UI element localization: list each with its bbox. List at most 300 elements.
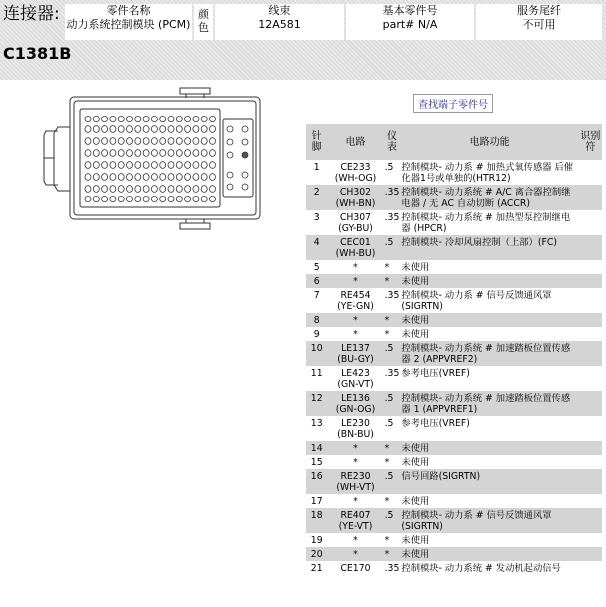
table-row bbox=[306, 455, 602, 469]
connector-pin bbox=[110, 126, 116, 133]
identifier-cell bbox=[579, 313, 602, 327]
connector-pin bbox=[85, 150, 91, 157]
connector-pin bbox=[102, 186, 108, 193]
connector-pin bbox=[168, 174, 174, 181]
identifier-cell bbox=[579, 210, 602, 235]
connector-pin bbox=[93, 138, 99, 145]
connector-pin bbox=[185, 126, 191, 133]
connector-pin bbox=[201, 197, 207, 202]
connector-pin bbox=[160, 150, 166, 157]
connector-pin bbox=[193, 174, 199, 181]
circuit-cell bbox=[327, 210, 383, 235]
table-row bbox=[306, 160, 602, 185]
pin-number: 1 bbox=[313, 162, 320, 173]
connector-pin bbox=[127, 150, 133, 157]
circuit-code: * bbox=[353, 549, 358, 560]
connector-pin bbox=[110, 150, 116, 157]
circuit-function: 参考电压(VREF) bbox=[401, 368, 470, 379]
wire-gauge: .5 bbox=[384, 235, 401, 260]
col-identify-header: 识别符 bbox=[579, 124, 602, 160]
connector-pin bbox=[193, 126, 199, 133]
connector-pin bbox=[135, 186, 141, 193]
connector-pin bbox=[160, 174, 166, 181]
circuit-function: 未使用 bbox=[401, 457, 430, 468]
connector-pin bbox=[176, 162, 182, 169]
connector-pin bbox=[185, 117, 191, 122]
circuit-code: * bbox=[353, 315, 358, 326]
connector-pin bbox=[151, 126, 157, 133]
circuit-cell bbox=[327, 494, 383, 508]
connector-pin bbox=[93, 117, 99, 122]
circuit-function: 控制模块- 动力系统 # 加速踏板位置传感器 2 (APPVREF2) bbox=[400, 341, 578, 366]
pin-number: 15 bbox=[310, 457, 323, 468]
pin-number: 3 bbox=[313, 212, 320, 223]
identifier-cell bbox=[579, 561, 602, 575]
connector-pin bbox=[185, 150, 191, 157]
wire-gauge: .5 bbox=[384, 418, 394, 429]
wire-color: (GN-VT) bbox=[337, 379, 374, 390]
connector-pin bbox=[102, 150, 108, 157]
table-row bbox=[306, 185, 602, 210]
table-row bbox=[306, 441, 602, 455]
circuit-code: * bbox=[353, 276, 358, 287]
connector-pin bbox=[118, 150, 124, 157]
connector-pin bbox=[85, 162, 91, 169]
pin-number: 18 bbox=[306, 508, 327, 533]
connector-pin bbox=[135, 162, 141, 169]
circuit-function: 未使用 bbox=[401, 535, 430, 546]
identifier-cell bbox=[579, 455, 602, 469]
pin-number: 14 bbox=[306, 441, 327, 455]
circuit-cell bbox=[327, 160, 383, 185]
connector-pin bbox=[193, 162, 199, 169]
wire-gauge: * bbox=[384, 313, 401, 327]
connector-pin bbox=[168, 197, 174, 202]
identifier-cell bbox=[579, 160, 602, 185]
circuit-function: 未使用 bbox=[401, 262, 430, 273]
connector-pin bbox=[118, 162, 124, 169]
wire-gauge: * bbox=[384, 262, 390, 273]
connector-pin bbox=[201, 186, 207, 193]
identifier-cell bbox=[579, 274, 602, 288]
harness-value: 12A581 bbox=[258, 18, 301, 31]
circuit-cell bbox=[327, 288, 383, 313]
connector-pin bbox=[193, 138, 199, 145]
wire-color: (GY-BU) bbox=[338, 223, 373, 234]
connector-pin bbox=[135, 174, 141, 181]
circuit-function: 未使用 bbox=[400, 313, 578, 327]
connector-pin bbox=[143, 162, 149, 169]
connector-pin bbox=[143, 174, 149, 181]
connector-pin bbox=[201, 138, 207, 145]
service-suffix-value: 不可用 bbox=[522, 18, 556, 31]
connector-pin bbox=[185, 197, 191, 202]
circuit-function: 未使用 bbox=[401, 329, 430, 340]
circuit-code: CE233 bbox=[340, 162, 371, 173]
wire-gauge: .35 bbox=[384, 563, 400, 574]
table-row bbox=[306, 313, 602, 327]
connector-pin bbox=[93, 126, 99, 133]
table-row bbox=[306, 416, 602, 441]
pin-number: 19 bbox=[310, 535, 323, 546]
wire-gauge: .35 bbox=[384, 185, 401, 210]
connector-pin bbox=[210, 117, 216, 122]
connector-pin bbox=[102, 197, 108, 202]
connector-pin bbox=[110, 197, 116, 202]
circuit-code: * bbox=[353, 329, 358, 340]
circuit-cell bbox=[327, 260, 383, 274]
circuit-code: LE230 bbox=[341, 418, 370, 429]
connector-pin bbox=[201, 126, 207, 133]
connector-pin bbox=[151, 150, 157, 157]
connector-pin bbox=[135, 197, 141, 202]
connector-pin bbox=[176, 138, 182, 145]
connector-pin bbox=[127, 126, 133, 133]
pin-number: 6 bbox=[306, 274, 327, 288]
pin-number: 8 bbox=[306, 313, 327, 327]
circuit-function: 控制模块- 动力系 # 信号反馈通风罩 (SIGRTN) bbox=[400, 508, 578, 533]
identifier-cell bbox=[579, 366, 602, 391]
connector-pin bbox=[143, 117, 149, 122]
table-row bbox=[306, 288, 602, 313]
circuit-cell bbox=[327, 235, 383, 260]
identifier-cell bbox=[579, 508, 602, 533]
pin-number: 13 bbox=[310, 418, 323, 429]
identifier-cell bbox=[579, 494, 602, 508]
connector-pin bbox=[127, 162, 133, 169]
connector-pin bbox=[102, 117, 108, 122]
connector-pin bbox=[176, 174, 182, 181]
circuit-cell bbox=[327, 533, 383, 547]
circuit-function: 控制模块- 动力系统 # 加热型泵控制继电器 (HPCR) bbox=[401, 212, 571, 234]
identifier-cell bbox=[579, 533, 602, 547]
wire-gauge: * bbox=[384, 457, 390, 468]
pin-number: 20 bbox=[306, 547, 327, 561]
connector-pin bbox=[210, 162, 216, 169]
connector-pin bbox=[118, 126, 124, 133]
wire-color: (WH-BN) bbox=[335, 198, 376, 209]
part-name-value: 动力系统控制模块 (PCM) bbox=[66, 18, 191, 31]
connector-pin bbox=[85, 186, 91, 193]
pin-number: 5 bbox=[313, 262, 320, 273]
identifier-cell bbox=[579, 235, 602, 260]
table-row bbox=[306, 469, 602, 494]
table-row bbox=[306, 235, 602, 260]
circuit-code: CE170 bbox=[340, 563, 371, 574]
connector-pin bbox=[176, 186, 182, 193]
connector-pin bbox=[185, 174, 191, 181]
connector-pin bbox=[176, 117, 182, 122]
connector-pin bbox=[118, 117, 124, 122]
circuit-function: 信号回路(SIGRTN) bbox=[400, 469, 578, 494]
circuit-code: * bbox=[353, 457, 358, 468]
circuit-code: CH307 bbox=[339, 212, 372, 223]
connector-pin bbox=[135, 138, 141, 145]
pin-number: 12 bbox=[306, 391, 327, 416]
circuit-function: 未使用 bbox=[401, 496, 430, 507]
table-row bbox=[306, 366, 602, 391]
connector-header bbox=[0, 0, 606, 80]
table-row bbox=[306, 260, 602, 274]
service-suffix-cell bbox=[476, 4, 602, 40]
identifier-cell bbox=[579, 441, 602, 455]
pin-number: 21 bbox=[310, 563, 323, 574]
connector-pin bbox=[127, 117, 133, 122]
wire-gauge: .5 bbox=[384, 508, 401, 533]
wire-gauge: .5 bbox=[384, 391, 401, 416]
wire-gauge: * bbox=[384, 547, 401, 561]
circuit-code: * bbox=[353, 535, 358, 546]
circuit-code: LE136 bbox=[341, 393, 370, 404]
connector-pin bbox=[93, 186, 99, 193]
connector-pin bbox=[201, 150, 207, 157]
connector-pin bbox=[151, 174, 157, 181]
wire-color: (YE-GN) bbox=[337, 301, 374, 312]
connector-pin bbox=[118, 197, 124, 202]
pin-number: 10 bbox=[306, 341, 327, 366]
base-part-cell bbox=[346, 4, 474, 40]
connector-pin bbox=[168, 150, 174, 157]
connector-pin bbox=[210, 186, 216, 193]
circuit-cell bbox=[327, 469, 383, 494]
circuit-function: 参考电压(VREF) bbox=[401, 418, 470, 429]
identifier-cell bbox=[579, 185, 602, 210]
connector-pin bbox=[168, 117, 174, 122]
wire-color: (BU-GY) bbox=[337, 354, 374, 365]
pin-number: 11 bbox=[310, 368, 323, 379]
wire-gauge: .5 bbox=[384, 341, 401, 366]
connector-pin bbox=[151, 138, 157, 145]
connector-pin bbox=[160, 186, 166, 193]
pin-table bbox=[306, 124, 602, 575]
connector-pin bbox=[151, 117, 157, 122]
connector-pin bbox=[118, 186, 124, 193]
wire-gauge: * bbox=[384, 441, 401, 455]
connector-pin bbox=[85, 138, 91, 145]
connector-pin bbox=[118, 138, 124, 145]
connector-pin bbox=[193, 150, 199, 157]
circuit-code: CH302 bbox=[339, 187, 372, 198]
connector-pin bbox=[110, 117, 116, 122]
pin-number: 2 bbox=[306, 185, 327, 210]
circuit-code: RE454 bbox=[340, 290, 371, 301]
circuit-cell bbox=[327, 416, 383, 441]
connector-pin bbox=[135, 150, 141, 157]
connector-pin bbox=[168, 186, 174, 193]
connector-pin bbox=[85, 197, 91, 202]
identifier-cell bbox=[579, 341, 602, 366]
wire-color: (WH-BU) bbox=[335, 248, 376, 259]
connector-pin bbox=[85, 126, 91, 133]
connector-pin bbox=[201, 117, 207, 122]
connector-pin bbox=[210, 138, 216, 145]
col-gauge-header: 仪表 bbox=[384, 124, 401, 160]
lookup-terminal-part-button[interactable]: 查找端子零件号 bbox=[413, 94, 493, 113]
connector-pin bbox=[143, 126, 149, 133]
connector-pin bbox=[176, 126, 182, 133]
identifier-cell bbox=[579, 288, 602, 313]
table-row bbox=[306, 494, 602, 508]
circuit-function: 未使用 bbox=[400, 274, 578, 288]
connector-pin bbox=[102, 174, 108, 181]
connector-pin bbox=[127, 186, 133, 193]
table-row bbox=[306, 533, 602, 547]
base-part-label: 基本零件号 bbox=[382, 4, 438, 17]
part-name-cell bbox=[65, 4, 192, 40]
identifier-cell bbox=[579, 416, 602, 441]
connector-pin bbox=[135, 126, 141, 133]
connector-pin bbox=[193, 186, 199, 193]
identifier-cell bbox=[579, 327, 602, 341]
connector-pin bbox=[151, 162, 157, 169]
connector-pin bbox=[185, 138, 191, 145]
circuit-function: 控制模块- 动力系统 # 发动机起动信号 bbox=[401, 563, 561, 574]
connector-pin bbox=[102, 126, 108, 133]
circuit-cell bbox=[327, 441, 383, 455]
circuit-cell bbox=[327, 561, 383, 575]
connector-pin bbox=[168, 138, 174, 145]
circuit-code: RE230 bbox=[340, 471, 371, 482]
connector-pin bbox=[93, 197, 99, 202]
col-circuit-header: 电路 bbox=[327, 124, 383, 160]
connector-pin bbox=[168, 162, 174, 169]
circuit-code: * bbox=[353, 443, 358, 454]
connector-pin bbox=[176, 150, 182, 157]
circuit-function: 控制模块- 动力系 # 信号反馈通风罩 (SIGRTN) bbox=[401, 290, 552, 312]
connector-pin bbox=[102, 162, 108, 169]
connector-pin bbox=[110, 138, 116, 145]
connector-pin bbox=[151, 186, 157, 193]
connector-pin bbox=[160, 138, 166, 145]
connector-pin bbox=[160, 162, 166, 169]
connector-pin bbox=[118, 174, 124, 181]
wire-gauge: .35 bbox=[384, 290, 400, 301]
connector-pin bbox=[210, 174, 216, 181]
pin-number: 17 bbox=[310, 496, 323, 507]
color-cell bbox=[194, 4, 213, 40]
wire-color: (WH-OG) bbox=[334, 173, 377, 184]
table-row bbox=[306, 391, 602, 416]
part-name-label: 零件名称 bbox=[106, 4, 151, 17]
circuit-cell bbox=[327, 508, 383, 533]
circuit-cell bbox=[327, 185, 383, 210]
circuit-cell bbox=[327, 455, 383, 469]
table-row bbox=[306, 341, 602, 366]
pin-number: 9 bbox=[313, 329, 320, 340]
connector-pin bbox=[143, 150, 149, 157]
circuit-function: 未使用 bbox=[400, 547, 578, 561]
identifier-cell bbox=[579, 469, 602, 494]
connector-pin bbox=[110, 162, 116, 169]
wire-color: (YE-VT) bbox=[338, 521, 373, 532]
circuit-code: CEC01 bbox=[340, 237, 371, 248]
circuit-function: 控制模块- 动力系统 # A/C 离合器控制继电器 / 无 AC 自动切断 (ACCR) bbox=[400, 185, 578, 210]
connector-pin bbox=[210, 150, 216, 157]
service-suffix-label: 服务尾纤 bbox=[517, 4, 561, 17]
circuit-cell bbox=[327, 274, 383, 288]
circuit-cell bbox=[327, 391, 383, 416]
circuit-cell bbox=[327, 327, 383, 341]
color-label: 颜色 bbox=[198, 8, 209, 34]
connector-pin bbox=[143, 197, 149, 202]
base-part-value: part# N/A bbox=[382, 18, 438, 31]
wire-gauge: * bbox=[384, 496, 390, 507]
circuit-function: 未使用 bbox=[400, 441, 578, 455]
circuit-code: LE423 bbox=[341, 368, 370, 379]
table-row bbox=[306, 210, 602, 235]
connector-pin bbox=[93, 174, 99, 181]
connector-pin bbox=[185, 162, 191, 169]
table-header-row bbox=[306, 124, 602, 160]
wire-gauge: .35 bbox=[384, 212, 400, 223]
connector-pin bbox=[201, 174, 207, 181]
table-row bbox=[306, 547, 602, 561]
circuit-function: 控制模块- 冷却风扇控制（上部）(FC) bbox=[400, 235, 578, 260]
connector-pin bbox=[185, 186, 191, 193]
connector-pin bbox=[127, 174, 133, 181]
wire-color: (BN-BU) bbox=[337, 429, 374, 440]
wire-gauge: * bbox=[384, 329, 390, 340]
col-pin-header: 针脚 bbox=[306, 124, 327, 160]
connector-pin bbox=[93, 150, 99, 157]
connector-face-diagram bbox=[40, 87, 265, 232]
connector-pin bbox=[135, 117, 141, 122]
connector-pin bbox=[201, 162, 207, 169]
wire-gauge: .5 bbox=[384, 469, 401, 494]
connector-pin bbox=[85, 117, 91, 122]
connector-pin bbox=[127, 197, 133, 202]
table-row bbox=[306, 508, 602, 533]
circuit-cell bbox=[327, 313, 383, 327]
connector-pin bbox=[210, 126, 216, 133]
table-row bbox=[306, 274, 602, 288]
wire-gauge: * bbox=[384, 274, 401, 288]
circuit-function: 控制模块- 动力系统 # 加速踏板位置传感器 1 (APPVREF1) bbox=[400, 391, 578, 416]
circuit-cell bbox=[327, 366, 383, 391]
connector-pin bbox=[160, 197, 166, 202]
col-function-header: 电路功能 bbox=[400, 124, 578, 160]
connector-pin bbox=[85, 174, 91, 181]
connector-pin bbox=[127, 138, 133, 145]
table-row bbox=[306, 561, 602, 575]
circuit-code: * bbox=[353, 262, 358, 273]
pin-number: 4 bbox=[306, 235, 327, 260]
connector-pin bbox=[151, 197, 157, 202]
connector-pin bbox=[110, 174, 116, 181]
pin-number: 7 bbox=[313, 290, 320, 301]
connector-id: C1381B bbox=[3, 44, 72, 63]
wire-gauge: * bbox=[384, 535, 390, 546]
circuit-code: RE407 bbox=[340, 510, 371, 521]
wire-gauge: .35 bbox=[384, 368, 400, 379]
circuit-code: LE137 bbox=[341, 343, 370, 354]
pin-number: 16 bbox=[306, 469, 327, 494]
circuit-code: * bbox=[353, 496, 358, 507]
harness-cell bbox=[215, 4, 344, 40]
wire-color: (WH-VT) bbox=[336, 482, 375, 493]
connector-pin bbox=[110, 186, 116, 193]
harness-label: 线束 bbox=[268, 4, 291, 17]
connector-pin bbox=[193, 117, 199, 122]
connector-pin bbox=[168, 126, 174, 133]
wire-gauge: .5 bbox=[384, 162, 394, 173]
connector-pin bbox=[102, 138, 108, 145]
circuit-cell bbox=[327, 341, 383, 366]
identifier-cell bbox=[579, 547, 602, 561]
circuit-cell bbox=[327, 547, 383, 561]
connector-pin bbox=[143, 138, 149, 145]
identifier-cell bbox=[579, 391, 602, 416]
